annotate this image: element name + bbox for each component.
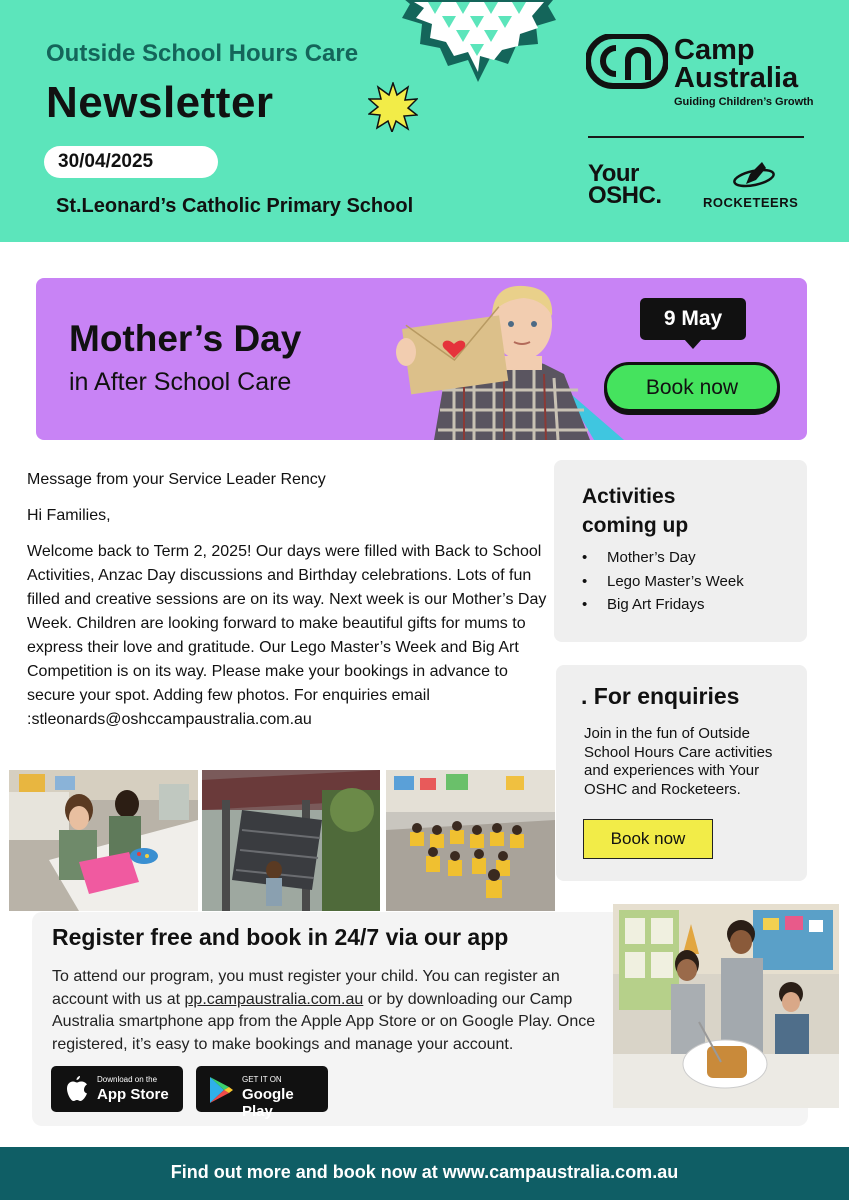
register-body: To attend our program, you must register your child. You can register an account with us at pp.campaustralia.com.au or by downloading our Camp Australia smartphone app from the Apple App Store or on Google Play. Once registered, it’s easy to make bookings and manage your account. bbox=[52, 968, 596, 1053]
activities-list bbox=[582, 546, 744, 617]
header-subtitle: Outside School Hours Care bbox=[46, 40, 359, 67]
message-body: Welcome back to Term 2, 2025! Our days were filled with Back to School Activities, Anzac Day discussions and Birthday celebrations. Lots of fun filled and creative sessions are on its way. Next week is our Mother’s Day Week. Children are looking forward to make beautiful gifts for mums to express their love and gratitude. Our Lego Master’s Week and Big Art Competition is on its way. Please make your bookings in advance to secure your spot. Adding few photos. For enquiries email :stleonards@oshccampaustralia.com.au bbox=[27, 543, 547, 728]
list-item: • Lego Master’s Week bbox=[582, 570, 744, 594]
footer-banner[interactable]: Find out more and book now at www.campaustralia.com.au bbox=[0, 1147, 849, 1200]
school-name: St.Leonard’s Catholic Primary School bbox=[56, 195, 414, 217]
list-item: • Big Art Fridays bbox=[582, 593, 744, 617]
enquiries-card bbox=[556, 665, 807, 881]
starburst-decoration bbox=[368, 82, 418, 132]
your-oshc-logo: Your OSHC. bbox=[588, 160, 662, 209]
brand-name: Camp Australia bbox=[674, 34, 799, 94]
header-divider bbox=[588, 136, 804, 138]
page-title: Newsletter bbox=[46, 78, 274, 127]
app-store-button[interactable]: Download on the App Store bbox=[51, 1066, 183, 1112]
banner-title: Mother’s Day bbox=[69, 318, 302, 359]
children-with-pastry-photo bbox=[613, 904, 839, 1108]
banner-subtitle: in After School Care bbox=[69, 368, 292, 396]
apple-icon bbox=[65, 1074, 89, 1104]
playground-climbing-photo bbox=[202, 770, 380, 911]
brand-tagline: Guiding Children’s Growth bbox=[674, 96, 814, 108]
enquiries-title: . For enquiries bbox=[581, 683, 740, 709]
newsletter-date: 30/04/2025 bbox=[44, 146, 218, 178]
mothers-day-banner[interactable] bbox=[36, 278, 807, 440]
children-crafting-photo bbox=[9, 770, 198, 911]
enquiries-book-now-button[interactable]: Book now bbox=[583, 819, 713, 859]
camp-australia-logo-icon bbox=[586, 34, 668, 90]
rocket-icon bbox=[732, 160, 776, 192]
rocketeers-logo: ROCKETEERS bbox=[703, 195, 799, 210]
banner-book-now-button[interactable]: Book now bbox=[604, 362, 780, 412]
date-bubble-pointer bbox=[684, 339, 702, 349]
list-item: • Mother’s Day bbox=[582, 546, 744, 570]
message-heading: Message from your Service Leader Rency bbox=[27, 471, 326, 488]
newsletter-header bbox=[0, 0, 849, 242]
google-play-button[interactable]: GET IT ON Google Play bbox=[196, 1066, 328, 1112]
triangle-pattern-decoration bbox=[398, 0, 558, 86]
child-with-envelope-image bbox=[394, 278, 624, 440]
registration-link[interactable]: pp.campaustralia.com.au bbox=[184, 990, 364, 1008]
message-greeting: Hi Families, bbox=[27, 507, 111, 524]
service-leader-message bbox=[27, 468, 547, 744]
classroom-group-photo bbox=[386, 770, 555, 911]
enquiries-body: Join in the fun of Outside School Hours Care activities and experiences with Your OSHC and Rocketeers. bbox=[584, 725, 773, 798]
activities-card bbox=[554, 460, 807, 642]
activities-title: Activities coming up bbox=[582, 485, 689, 537]
register-title: Register free and book in 24/7 via our app bbox=[52, 924, 509, 950]
event-date-bubble: 9 May bbox=[640, 298, 746, 340]
google-play-icon bbox=[208, 1076, 234, 1104]
